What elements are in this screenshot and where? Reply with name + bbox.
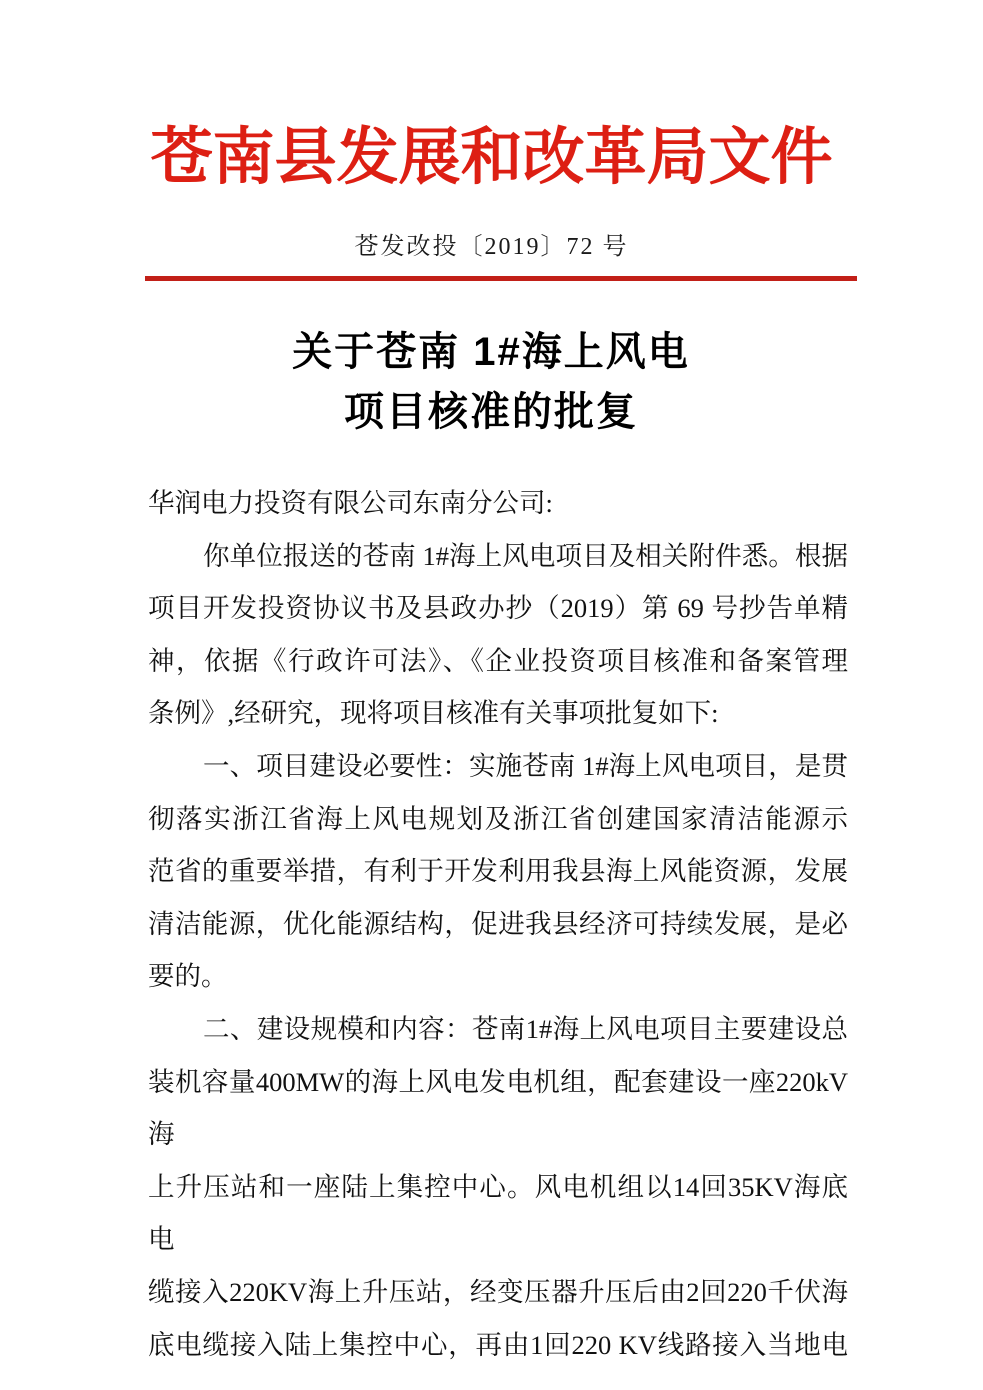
body-line: 上升压站和一座陆上集控中心。风电机组以14回35KV海底电 bbox=[148, 1171, 848, 1255]
document-title-line-1: 关于苍南 1#海上风电 bbox=[292, 330, 690, 374]
body-line-salutation: 华润电力投资有限公司东南分公司: bbox=[148, 488, 553, 518]
body-line: 底电缆接入陆上集控中心，再由1回220 KV线路接入当地电 bbox=[148, 1329, 848, 1360]
body-line: 装机容量400MW的海上风电发电机组，配套建设一座220kV海 bbox=[148, 1066, 848, 1150]
agency-header-title: 苍南县发展和改革局文件 bbox=[150, 124, 833, 192]
body-line: 彻落实浙江省海上风电规划及浙江省创建国家清洁能源示 bbox=[148, 803, 848, 834]
body-line: 清洁能源，优化能源结构，促进我县经济可持续发展，是必 bbox=[148, 908, 848, 939]
body-line: 你单位报送的苍南 1#海上风电项目及相关附件悉。根据 bbox=[203, 540, 848, 571]
body-line: 一、项目建设必要性：实施苍南 1#海上风电项目，是贯 bbox=[203, 750, 848, 781]
doc-number: 苍发改投〔2019〕72 号 bbox=[354, 234, 629, 260]
document-title bbox=[141, 322, 841, 442]
body-line: 缆接入220KV海上升压站，经变压器升压后由2回220千伏海 bbox=[148, 1276, 848, 1307]
body-line: 范省的重要举措，有利于开发利用我县海上风能资源，发展 bbox=[148, 856, 848, 887]
body-line: 神，依据《行政许可法》、《企业投资项目核准和备案管理 bbox=[148, 645, 848, 676]
body-line: 条例》,经研究，现将项目核准有关事项批复如下: bbox=[148, 698, 719, 729]
body-line: 二、建设规模和内容：苍南1#海上风电项目主要建设总 bbox=[203, 1013, 848, 1044]
document-body bbox=[148, 477, 848, 1371]
red-divider-rule bbox=[145, 276, 857, 281]
body-line: 项目开发投资协议书及县政办抄（2019）第 69 号抄告单精 bbox=[148, 593, 848, 624]
document-title-line-2: 项目核准的批复 bbox=[344, 390, 638, 434]
body-line: 要的。 bbox=[148, 961, 228, 992]
